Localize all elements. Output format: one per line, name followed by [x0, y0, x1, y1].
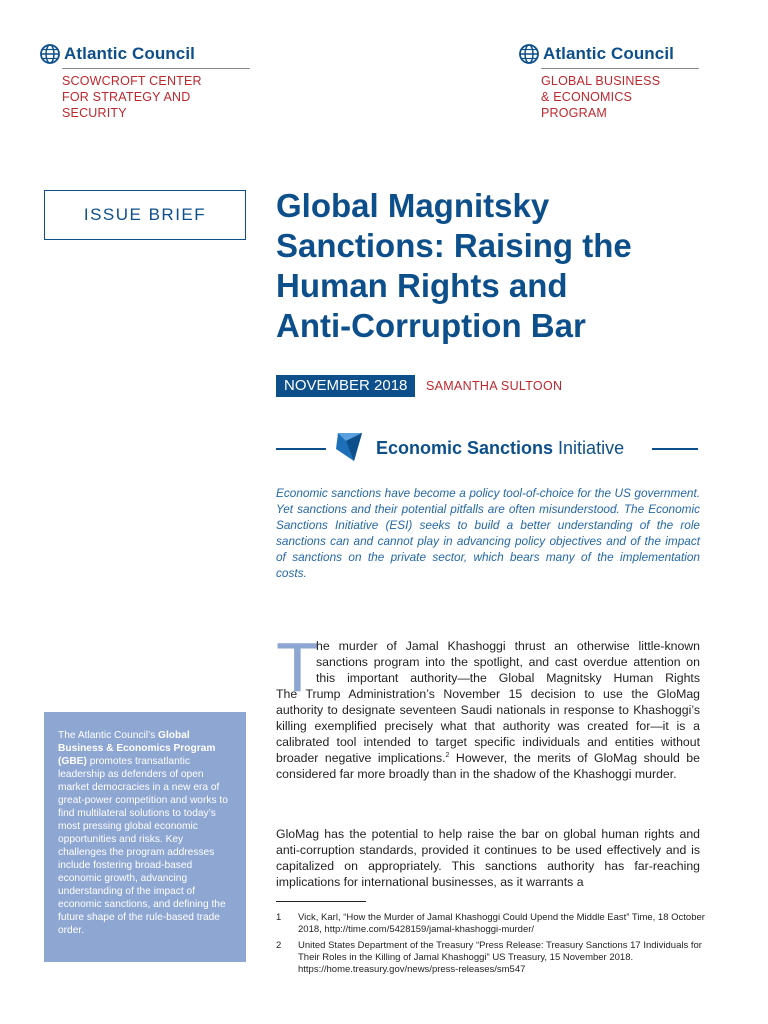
esi-title-light: Initiative — [553, 438, 625, 458]
esi-title-bold: Economic Sanctions — [376, 438, 554, 458]
footnote — [276, 940, 706, 976]
footnote — [276, 912, 706, 936]
title-line: Human Rights and — [276, 267, 568, 304]
body-text: GloMag has the potential to help raise the bar on global human rights and anti-corruption standards, provided it continues to be used effectively and is capitalized on appropriately. This sanctions authority has far-reaching implications for international businesses, as it warrants a — [276, 827, 700, 889]
body-text: The Trump Administration’s November 15 decision to use the GloMag authority to designate seventeen Saudi nationals in response to Khashoggi’s killing exemplified precisely what that authority was created for—it is a calibrated tool intended to target specific individuals and entities without broader negative implications.$^2$ However, the merits of GloMag should be considered far more broadly than in the shadow of the Khashoggi murder. — [276, 687, 700, 781]
author-name: SAMANTHA SULTOON — [426, 379, 563, 393]
sidebar-rest: promotes transatlantic leadership as defenders of open market democracies in a new era of great-power competition and works to find multilateral solutions to today’s most pressing global economic opportunities and risks. Key challenges the program addresses include fostering broad-based economic growth, advancing understanding of the impact of economic sanctions, and defining the future shape of the rule-based trade order. — [58, 756, 228, 936]
unit-name-line1: SCOWCROFT CENTER — [62, 74, 202, 88]
drop-cap: T — [276, 628, 319, 706]
sidebar-program: Global Business & Economics Program (GBE) — [58, 730, 216, 767]
title-line: Anti-Corruption Bar — [276, 307, 586, 344]
esi-title — [376, 437, 624, 459]
org-name: Atlantic Council — [543, 44, 674, 63]
logo-divider — [541, 68, 699, 69]
footnote-divider — [276, 901, 366, 902]
sidebar-lead: The Atlantic Council’s — [58, 730, 159, 741]
title-line: Global Magnitsky — [276, 187, 550, 224]
sidebar-text — [58, 729, 232, 937]
footnote-ref[interactable]: 2 — [445, 751, 450, 759]
globe-icon — [40, 44, 60, 64]
intro-text: Economic sanctions have become a policy tool-of-choice for the US government. Yet sanctions and their potential pitfalls are often misunderstood. The Economic Sanctions Initiative (ESI) seeks to build a better understanding of the role sanctions can and cannot play in advancing policy objectives and of the impact of sanctions on the private sector, which bears many of the implementation costs. — [276, 486, 700, 580]
footnote-number: 1 — [276, 912, 282, 923]
globe-icon — [519, 44, 539, 64]
logo-divider — [62, 68, 250, 69]
esi-rule-left — [276, 448, 326, 450]
footnote-number: 2 — [276, 940, 282, 951]
esi-rule-right — [652, 448, 698, 450]
org-name: Atlantic Council — [64, 44, 195, 63]
esi-flag-icon — [334, 431, 364, 463]
unit-name-line2: FOR STRATEGY AND SECURITY — [62, 90, 191, 120]
intro-paragraph — [276, 485, 700, 581]
body-paragraph-2 — [276, 826, 700, 890]
program-sidebar — [44, 712, 246, 962]
body-paragraph-1-head — [316, 638, 700, 686]
page-title — [276, 186, 736, 346]
unit-name-line2: & ECONOMICS PROGRAM — [541, 90, 633, 120]
logo-scowcroft — [40, 44, 250, 121]
title-line: Sanctions: Raising the — [276, 227, 632, 264]
body-text: he murder of Jamal Khashoggi thrust an otherwise little-known sanctions program into the spotlight, and cast overdue attention on this important authority—the Global Magnitsky Human Rights — [316, 639, 700, 685]
date-badge: NOVEMBER 2018 — [276, 375, 415, 397]
body-paragraph-1 — [276, 686, 700, 782]
unit-name-line1: GLOBAL BUSINESS — [541, 74, 661, 88]
issue-brief-label: ISSUE BRIEF — [44, 190, 246, 240]
logo-gbe — [519, 44, 699, 121]
footnote-text: United States Department of the Treasury “Press Release: Treasury Sanctions 17 Individuals for Their Roles in the Killing of Jamal Khashoggi” US Treasury, 15 November 2018. https://home.treasury.gov/news/press-releases/sm547 — [298, 940, 702, 975]
footnote-text: Vick, Karl, “How the Murder of Jamal Khashoggi Could Upend the Middle East” Time, 18 October 2018, http://time.com/5428159/jamal-khashoggi-murder/ — [298, 912, 705, 935]
